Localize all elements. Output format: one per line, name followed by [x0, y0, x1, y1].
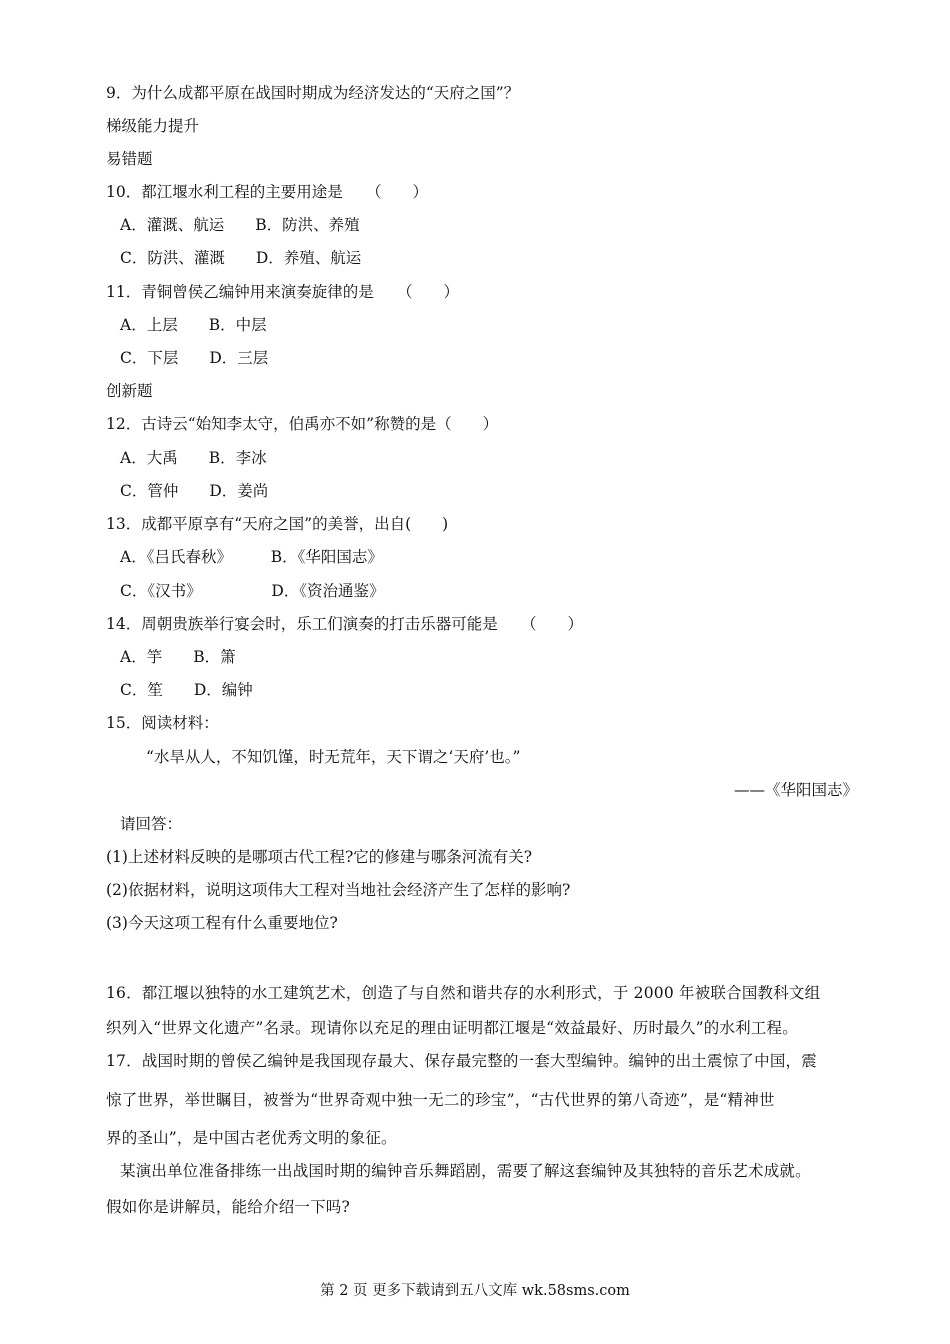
- question-17-line-5: 假如你是讲解员，能给介绍一下吗?: [106, 1198, 351, 1216]
- section-heading-error-prone: 易错题: [106, 150, 153, 168]
- question-13-options-cd: C．《汉书》 D．《资治通鉴》: [120, 582, 385, 600]
- question-11: 11．青铜曾侯乙编钟用来演奏旋律的是 （ ）: [106, 283, 459, 301]
- question-15-prompt: 请回答：: [120, 815, 183, 833]
- question-11-options-ab: A．上层 B．中层: [120, 316, 267, 334]
- question-16-line-2: 织列入“世界文化遗产”名录。现请你以充足的理由证明都江堰是“效益最好、历时最久”的水利工程。: [106, 1019, 798, 1037]
- question-17-line-4: 某演出单位准备排练一出战国时期的编钟音乐舞蹈剧，需要了解这套编钟及其独特的音乐艺术成就。: [120, 1162, 811, 1180]
- question-15-part-3: (3)今天这项工程有什么重要地位?: [106, 914, 338, 932]
- question-15-source: ——《华阳国志》: [733, 781, 858, 799]
- question-16-line-1: 16．都江堰以独特的水工建筑艺术，创造了与自然和谐共存的水利形式，于 2000 年被联合国教科文组: [106, 984, 821, 1002]
- question-14-options-cd: C．笙 D．编钟: [120, 681, 253, 699]
- question-14: 14．周朝贵族举行宴会时，乐工们演奏的打击乐器可能是 （ ）: [106, 615, 583, 633]
- question-9: 9．为什么成都平原在战国时期成为经济发达的“天府之国”？: [106, 84, 520, 102]
- question-13-options-ab: A．《吕氏春秋》 B．《华阳国志》: [120, 548, 383, 566]
- question-13: 13．成都平原享有“天府之国”的美誉，出自( ): [106, 515, 449, 533]
- question-12-options-cd: C．管仲 D．姜尚: [120, 482, 269, 500]
- footer-text: 第 2 页 更多下载请到五八文库 wk.58sms.com: [320, 1283, 630, 1299]
- question-15-quote: “水旱从人，不知饥馑，时无荒年，天下谓之‘天府’也。”: [146, 748, 521, 766]
- question-10: 10．都江堰水利工程的主要用途是 （ ）: [106, 183, 428, 201]
- question-17-line-1: 17．战国时期的曾侯乙编钟是我国现存最大、保存最完整的一套大型编钟。编钟的出土震惊了中国，震: [106, 1052, 817, 1070]
- section-heading-innovation: 创新题: [106, 382, 153, 400]
- question-17-line-3: 界的圣山”，是中国古老优秀文明的象征。: [106, 1129, 397, 1147]
- question-15: 15．阅读材料：: [106, 714, 219, 732]
- question-17-line-2: 惊了世界，举世瞩目，被誉为“世界奇观中独一无二的珍宝”，“古代世界的第八奇迹”，是“精神世: [106, 1091, 775, 1109]
- question-15-part-2: (2)依据材料，说明这项伟大工程对当地社会经济产生了怎样的影响?: [106, 881, 571, 899]
- question-10-options-ab: A．灌溉、航运 B．防洪、养殖: [120, 216, 360, 234]
- question-15-part-1: (1)上述材料反映的是哪项古代工程?它的修建与哪条河流有关?: [106, 848, 533, 866]
- question-12-options-ab: A．大禹 B．李冰: [120, 449, 267, 467]
- question-10-options-cd: C．防洪、灌溉 D．养殖、航运: [120, 249, 362, 267]
- question-12: 12．古诗云“始知李太守，伯禹亦不如”称赞的是（ ）: [106, 415, 499, 433]
- section-heading-ladder: 梯级能力提升: [106, 117, 200, 135]
- question-14-options-ab: A．竽 B．箫: [120, 648, 236, 666]
- page-footer: [0, 1281, 950, 1301]
- question-11-options-cd: C．下层 D．三层: [120, 349, 269, 367]
